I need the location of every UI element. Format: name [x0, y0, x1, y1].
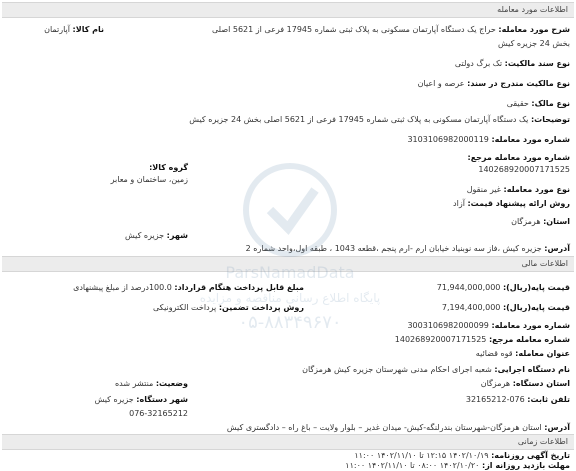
item-name-row: نام کالا: آپارتمان — [44, 25, 104, 34]
authority-row: عنوان معامله: قوه قضائیه — [475, 349, 570, 358]
ref-number-value: 140268920007171525 — [478, 165, 570, 174]
deal-description-row — [212, 24, 570, 35]
deal-description-label: شرح مورد معامله: — [498, 25, 570, 34]
publish-date-row: تاریخ آگهی روزنامه: ۱۴۰۲/۱۰/۱۹ ۱۲:۱۵ تا ۱۴۰۲/۱۱/۱۰ ۱۱:۰۰ — [354, 451, 570, 460]
notes-row: توضیحات: یک دستگاه آپارتمان مسکونی به پلاک ثبتی شماره 17945 فرعی از 5621 اصلی بخش 24 جزیره کیش — [189, 115, 570, 124]
visit-date-row: مهلت بازدید روزانه از: ۱۴۰۲/۱۰/۲۰ ۰۸:۰۰ تا ۱۴۰۲/۱۱/۱۰ ۱۱:۰۰ — [345, 461, 570, 470]
item-group-row: گروه کالا: — [149, 163, 188, 172]
phone2-row: 076-32165212 — [129, 409, 188, 418]
section-header-time: اطلاعات زمانی — [2, 434, 574, 450]
org-province-row: استان دستگاه: هرمزگان — [480, 379, 570, 388]
org-row: نام دستگاه اجرایی: شعبه اجرای احکام مدنی شهرستان جزیره کیش هرمزگان — [302, 365, 570, 374]
deal-number-row: شماره مورد معامله: 3103106982000119 — [407, 135, 570, 144]
phone-row: تلفن ثابت: 076-32165212 — [465, 395, 570, 404]
deal-type-row: نوع مورد معامله: غیر منقول — [466, 185, 570, 194]
deal-description-value: حراج یک دستگاه آپارتمان مسکونی به پلاک ثبتی شماره 17945 فرعی از 5621 اصلی — [212, 25, 496, 34]
status-row: وضعیت: منتشر شده — [114, 379, 188, 388]
payable-row: مبلغ قابل پرداخت هنگام قرارداد: 100.0درصد از مبلغ پیشنهادی — [73, 283, 304, 292]
org-city-row: شهر دستگاه: جزیره کیش — [94, 395, 188, 404]
province-row: استان: هرمزگان — [511, 217, 570, 226]
fin-deal-number-row: شماره مورد معامله: 3003106982000099 — [407, 321, 570, 330]
section-header-financial: اطلاعات مالی — [2, 256, 574, 272]
org-address-row: آدرس: استان هرمزگان-شهرستان بندرلنگه-کیش- میدان غدیر – بلوار ولایت – باغ راه – دادگستری کیش — [226, 423, 570, 432]
base-price-row: قیمت پایه(ریال): 71,944,000,000 — [436, 283, 570, 292]
city-row: شهر: جزیره کیش — [124, 231, 188, 240]
watermark-text: پایگاه اطلاع رسانی مناقصه و مزایده — [199, 291, 381, 305]
ref-number-row: شماره مورد معامله مرجع: — [467, 153, 570, 162]
watermark-phone: ۰۵-۸۸۳۴۹۶۷۰ — [238, 312, 342, 333]
fin-ref-number-row: شماره معامله مرجع: 140268920007171525 — [394, 335, 570, 344]
offer-method-row: روش ارائه پیشنهاد قیمت: آزاد — [453, 199, 570, 208]
item-group-value: زمین، ساختمان و معابر — [110, 175, 188, 184]
guarantee-method-row: روش پرداخت تضمین: پرداخت الکترونیکی — [153, 303, 304, 312]
deal-description-cont: بخش 24 جزیره کیش — [497, 39, 570, 48]
watermark-brand: ParsNamadData — [225, 263, 355, 282]
deed-type-row: نوع سند مالکیت: تک برگ دولتی — [454, 59, 570, 68]
ownership-in-deed-row: نوع مالکیت مندرج در سند: عرصه و اعیان — [417, 79, 570, 88]
ownership-type-row: نوع مالک: حقیقی — [506, 99, 570, 108]
section-header-deal: اطلاعات مورد معامله — [2, 2, 574, 18]
deal-details-panel — [2, 2, 574, 470]
guarantee-price-row: قیمت پایه(ریال): 7,194,400,000 — [441, 303, 570, 312]
address-row: آدرس: جزیره کیش ،فاز سه نوبنیاد خیابان ارم -ارم پنجم ،قطعه 1043 ، طبقه اول،واحد شماره 2 — [245, 244, 570, 253]
